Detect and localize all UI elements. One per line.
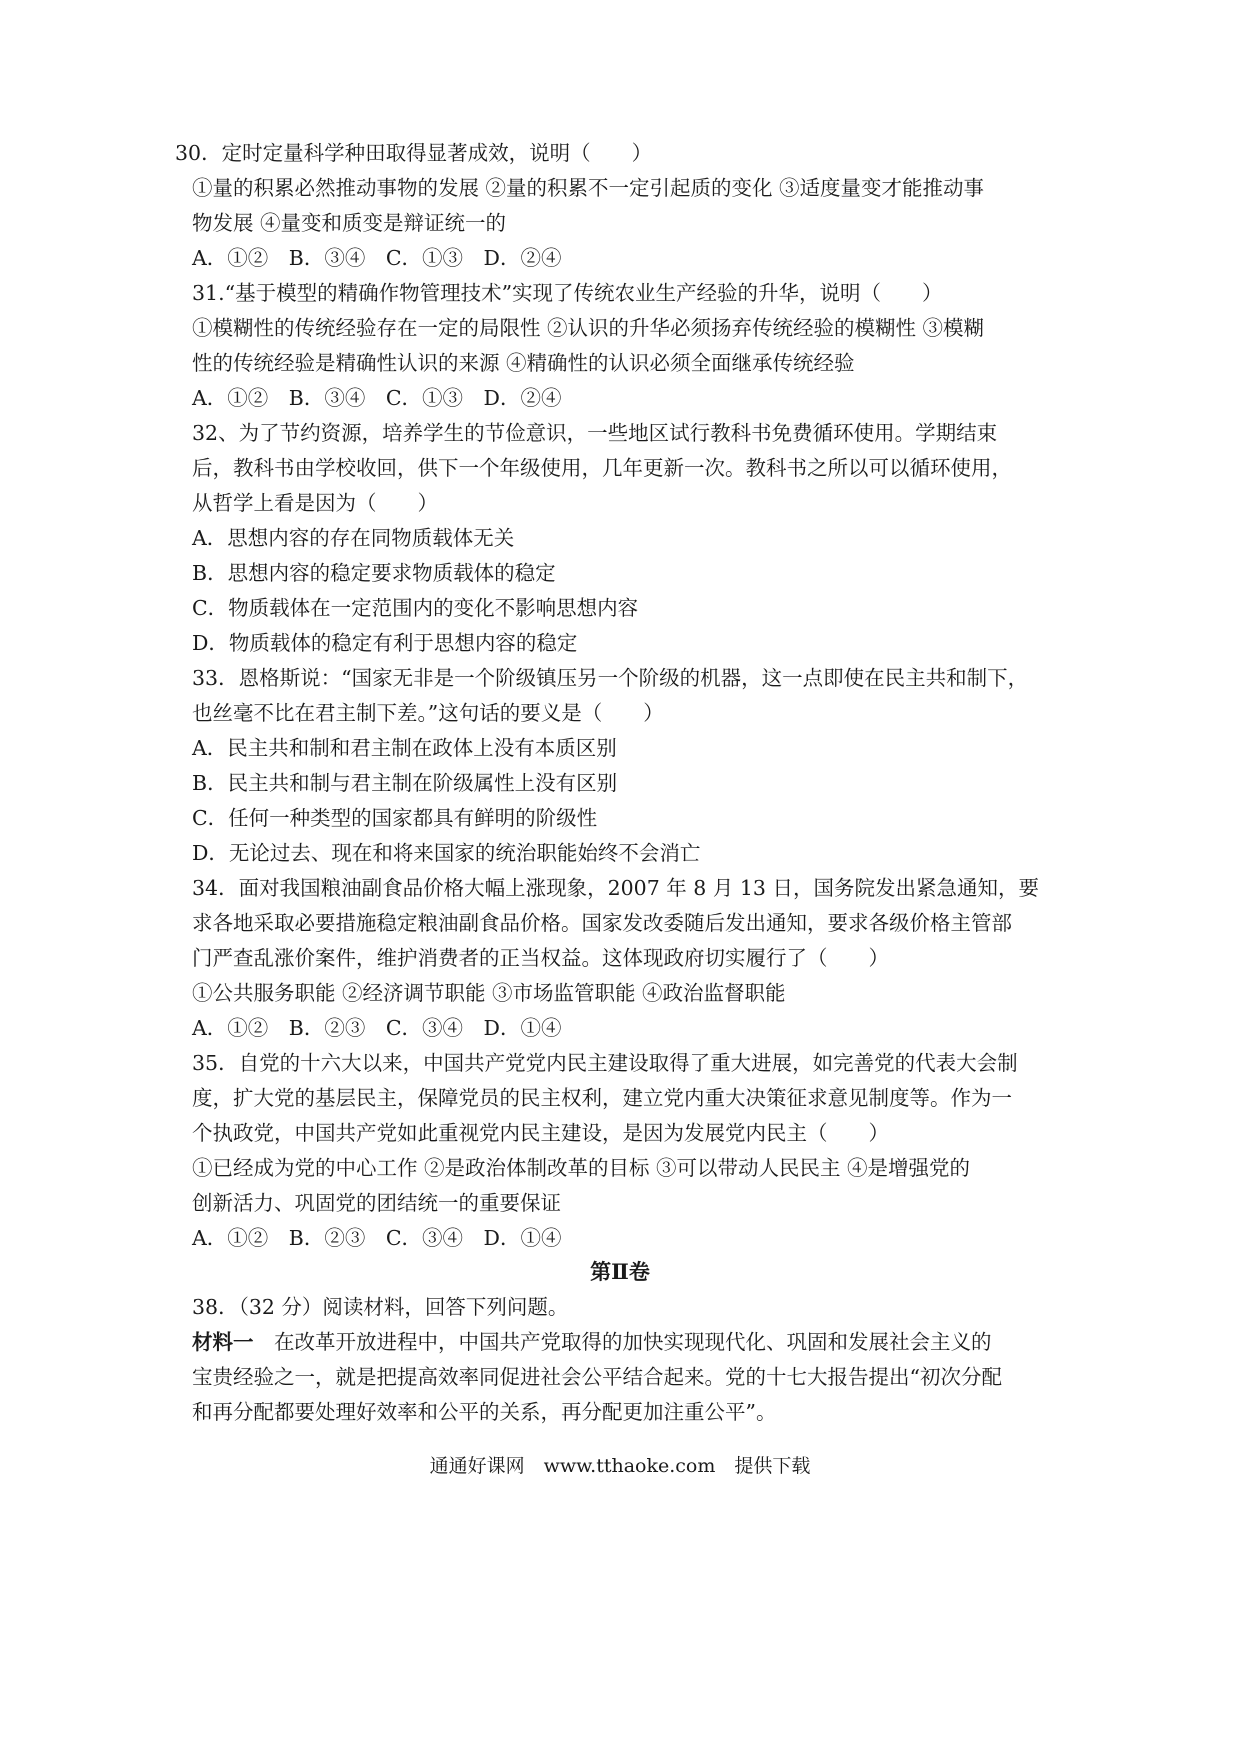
q31-choices: A．①② B．③④ C．①③ D．②④: [192, 386, 562, 410]
q34-choices: A．①② B．②③ C．③④ D．①④: [192, 1016, 562, 1040]
q35-stem-line3: 个执政党，中国共产党如此重视党内民主建设，是因为发展党内民主（ ）: [192, 1121, 889, 1145]
q34-stem-line2: 求各地采取必要措施稳定粮油副食品价格。国家发改委随后发出通知，要求各级价格主管部: [192, 911, 1012, 935]
q32-option-a: A．思想内容的存在同物质载体无关: [192, 526, 515, 550]
q31-stem: 31.“基于模型的精确作物管理技术”实现了传统农业生产经验的升华，说明（ ）: [192, 281, 943, 305]
q30-options-line1: ①量的积累必然推动事物的发展 ②量的积累不一定引起质的变化 ③适度量变才能推动事: [192, 176, 985, 200]
q35-stem-line2: 度，扩大党的基层民主，保障党员的民主权利，建立党内重大决策征求意见制度等。作为一: [192, 1086, 1012, 1110]
material-text-line1: 在改革开放进程中，中国共产党取得的加快实现现代化、巩固和发展社会主义的: [253, 1330, 992, 1354]
q38-stem: 38．（32 分）阅读材料，回答下列问题。: [192, 1295, 569, 1319]
q34-stem-line3: 门严查乱涨价案件，维护消费者的正当权益。这体现政府切实履行了（ ）: [192, 946, 889, 970]
q30-options-line2: 物发展 ④量变和质变是辩证统一的: [192, 211, 507, 235]
q33-option-d: D．无论过去、现在和将来国家的统治职能始终不会消亡: [192, 841, 701, 865]
q32-stem-line1: 32、为了节约资源，培养学生的节俭意识，一些地区试行教科书免费循环使用。学期结束: [192, 421, 998, 445]
material-label: 材料一: [192, 1330, 254, 1354]
q35-choices: A．①② B．②③ C．③④ D．①④: [192, 1226, 562, 1250]
q32-option-d: D．物质载体的稳定有利于思想内容的稳定: [192, 631, 578, 655]
q31-options-line1: ①模糊性的传统经验存在一定的局限性 ②认识的升华必须扬弃传统经验的模糊性 ③模糊: [192, 316, 985, 340]
q33-option-b: B．民主共和制与君主制在阶级属性上没有区别: [192, 771, 618, 795]
q35-stem-line1: 35．自党的十六大以来，中国共产党党内民主建设取得了重大进展，如完善党的代表大会制: [192, 1051, 1018, 1075]
q33-stem-line2: 也丝毫不比在君主制下差。”这句话的要义是（ ）: [192, 701, 664, 725]
q30-choices: A．①② B．③④ C．①③ D．②④: [192, 246, 562, 270]
q34-options: ①公共服务职能 ②经济调节职能 ③市场监管职能 ④政治监督职能: [192, 981, 786, 1005]
q33-stem-line1: 33．恩格斯说：“国家无非是一个阶级镇压另一个阶级的机器，这一点即使在民主共和制下，: [192, 666, 1029, 690]
q38-material-line2: 宝贵经验之一，就是把提高效率同促进社会公平结合起来。党的十七大报告提出“初次分配: [192, 1365, 1002, 1389]
q32-option-c: C．物质载体在一定范围内的变化不影响思想内容: [192, 596, 639, 620]
q35-options-line1: ①已经成为党的中心工作 ②是政治体制改革的目标 ③可以带动人民民主 ④是增强党的: [192, 1156, 971, 1180]
q35-options-line2: 创新活力、巩固党的团结统一的重要保证: [192, 1191, 561, 1215]
q34-stem-line1: 34．面对我国粮油副食品价格大幅上涨现象，2007 年 8 月 13 日，国务院发出紧急通知，要: [192, 876, 1039, 900]
q32-option-b: B．思想内容的稳定要求物质载体的稳定: [192, 561, 556, 585]
section-title: 第Ⅱ卷: [590, 1259, 650, 1284]
q38-material-line1: [192, 1328, 1062, 1356]
q31-options-line2: 性的传统经验是精确性认识的来源 ④精确性的认识必须全面继承传统经验: [192, 351, 855, 375]
q38-material-line3: 和再分配都要处理好效率和公平的关系，再分配更加注重公平”。: [192, 1400, 777, 1424]
q33-option-a: A．民主共和制和君主制在政体上没有本质区别: [192, 736, 617, 760]
q30-stem: 30．定时定量科学种田取得显著成效，说明（ ）: [175, 141, 653, 165]
q32-stem-line3: 从哲学上看是因为（ ）: [192, 491, 438, 515]
q32-stem-line2: 后，教科书由学校收回，供下一个年级使用，几年更新一次。教科书之所以可以循环使用，: [192, 456, 1012, 480]
q33-option-c: C．任何一种类型的国家都具有鲜明的阶级性: [192, 806, 598, 830]
footer-source: 通通好课网 www.tthaoke.com 提供下载: [429, 1455, 811, 1477]
